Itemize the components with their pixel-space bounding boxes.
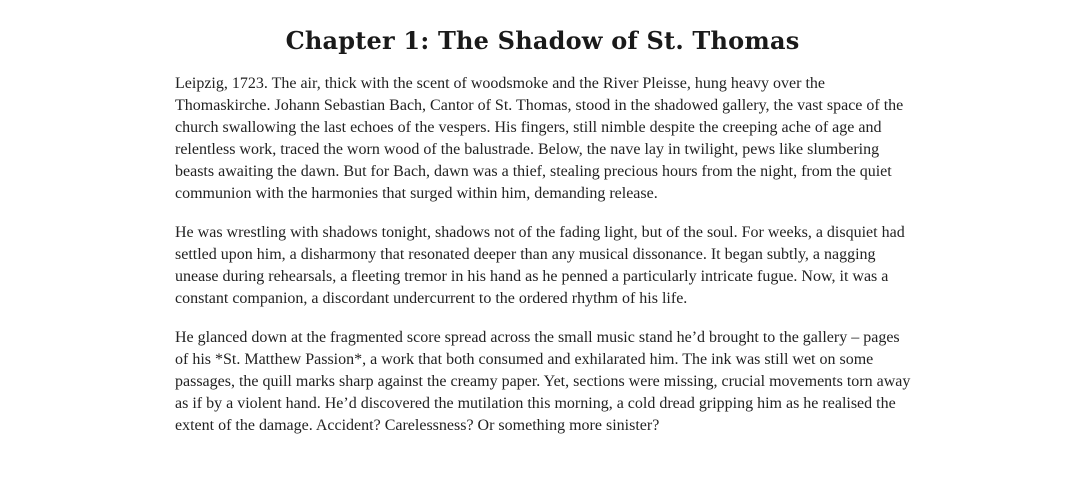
paragraph: Leipzig, 1723. The air, thick with the scent of woodsmoke and the River Pleisse, hung heavy over the Thomaskirche. Johann Sebastian Bach, Cantor of St. Thomas, stood in the shadowed gallery, the vast space of the church swallowing the last echoes of the vespers. His fingers, still nimble despite the creeping ache of age and relentless work, traced the worn wood of the balustrade. Below, the nave lay in twilight, pews like slumbering beasts awaiting the dawn. But for Bach, dawn was a thief, stealing precious hours from the night, from the quiet communion with the harmonies that surged within him, demanding release. — [175, 75, 904, 202]
paragraph: He glanced down at the fragmented score spread across the small music stand he’d brought to the gallery – pages of his *St. Matthew Passion*, a work that both consumed and exhilarated him. The ink was still wet on some passages, the quill marks sharp against the creamy paper. Yet, sections were missing, crucial movements torn away as if by a violent hand. He’d discovered the mutilation this morning, a cold dread gripping him as he realised the extent of the damage. Accident? Carelessness? Or something more sinister? — [175, 329, 911, 434]
chapter-body — [175, 73, 915, 454]
paragraph: He was wrestling with shadows tonight, shadows not of the fading light, but of the soul. For weeks, a disquiet had settled upon him, a disharmony that resonated deeper than any musical dissonance. It began subtly, a nagging unease during rehearsals, a fleeting tremor in his hand as he penned a particularly intricate fugue. Now, it was a constant companion, a discordant undercurrent to the ordered rhythm of his life. — [175, 224, 905, 307]
chapter-title: Chapter 1: The Shadow of St. Thomas — [285, 26, 800, 55]
